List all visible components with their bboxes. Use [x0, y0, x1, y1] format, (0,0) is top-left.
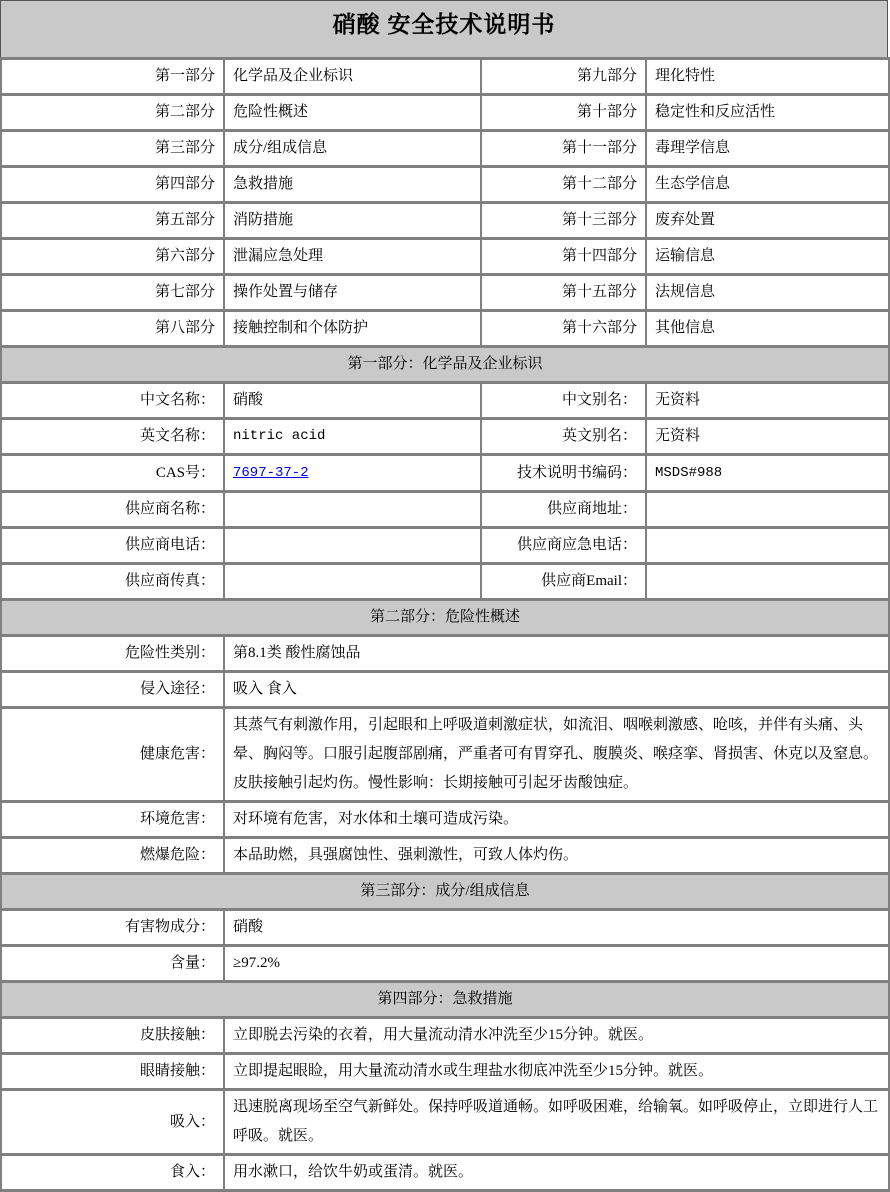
- toc-section-number: 第七部分: [1, 275, 224, 311]
- field-row: [1, 1155, 889, 1191]
- toc-section-number: 第十三部分: [481, 203, 646, 239]
- field-label: 供应商名称：: [1, 492, 224, 528]
- field-label: 供应商传真：: [1, 564, 224, 600]
- field-row: [1, 455, 889, 492]
- field-row: [1, 838, 889, 874]
- field-label: 皮肤接触：: [1, 1018, 224, 1054]
- toc-row: [1, 131, 889, 167]
- field-label: 中文别名：: [481, 383, 646, 419]
- toc-section-number: 第一部分: [1, 59, 224, 95]
- toc-row: [1, 311, 889, 347]
- field-value: 迅速脱离现场至空气新鲜处。保持呼吸道通畅。如呼吸困难，给输氧。如呼吸停止，立即进行人工呼吸。就医。: [224, 1090, 889, 1155]
- field-row: [1, 636, 889, 672]
- title-band: [0, 0, 888, 57]
- toc-section-number: 第十部分: [481, 95, 646, 131]
- section-header-row: [1, 600, 889, 636]
- toc-section-number: 第十四部分: [481, 239, 646, 275]
- toc-row: [1, 95, 889, 131]
- toc-section-number: 第九部分: [481, 59, 646, 95]
- msds-table: [0, 57, 890, 1192]
- field-label: 食入：: [1, 1155, 224, 1191]
- field-label: 中文名称：: [1, 383, 224, 419]
- field-value: 本品助燃，具强腐蚀性、强刺激性，可致人体灼伤。: [224, 838, 889, 874]
- page-title: 硝酸 安全技术说明书: [332, 12, 556, 37]
- toc-row: [1, 167, 889, 203]
- field-value: 硝酸: [224, 910, 889, 946]
- field-value: [646, 492, 889, 528]
- field-value: [646, 528, 889, 564]
- field-label: 供应商应急电话：: [481, 528, 646, 564]
- field-label: 技术说明书编码：: [481, 455, 646, 492]
- field-label: 供应商地址：: [481, 492, 646, 528]
- toc-section-number: 第八部分: [1, 311, 224, 347]
- field-value: [224, 455, 481, 492]
- field-label: 燃爆危险：: [1, 838, 224, 874]
- field-row: [1, 1090, 889, 1155]
- field-value: 立即提起眼睑，用大量流动清水或生理盐水彻底冲洗至少15分钟。就医。: [224, 1054, 889, 1090]
- section-1-header: 第一部分：化学品及企业标识: [1, 347, 889, 383]
- field-value: 第8.1类 酸性腐蚀品: [224, 636, 889, 672]
- field-value: 无资料: [646, 419, 889, 455]
- toc-section-number: 第六部分: [1, 239, 224, 275]
- section-header-row: [1, 874, 889, 910]
- field-row: [1, 528, 889, 564]
- field-value: [224, 492, 481, 528]
- toc-section-number: 第四部分: [1, 167, 224, 203]
- field-value: [646, 564, 889, 600]
- toc-section-number: 第十五部分: [481, 275, 646, 311]
- field-value: 用水漱口，给饮牛奶或蛋清。就医。: [224, 1155, 889, 1191]
- toc-section-title: 急救措施: [224, 167, 481, 203]
- toc-row: [1, 203, 889, 239]
- toc-section-title: 稳定性和反应活性: [646, 95, 889, 131]
- toc-section-title: 化学品及企业标识: [224, 59, 481, 95]
- field-value: ≥97.2%: [224, 946, 889, 982]
- field-value: MSDS#988: [646, 455, 889, 492]
- field-value: 硝酸: [224, 383, 481, 419]
- field-label: 吸入：: [1, 1090, 224, 1155]
- toc-section-title: 毒理学信息: [646, 131, 889, 167]
- toc-section-title: 法规信息: [646, 275, 889, 311]
- cas-number-link[interactable]: 7697-37-2: [233, 465, 309, 481]
- toc-section-number: 第二部分: [1, 95, 224, 131]
- section-header-row: [1, 347, 889, 383]
- toc-row: [1, 59, 889, 95]
- field-label: CAS号：: [1, 455, 224, 492]
- field-row: [1, 802, 889, 838]
- toc-section-title: 成分/组成信息: [224, 131, 481, 167]
- field-row: [1, 910, 889, 946]
- field-label: 有害物成分：: [1, 910, 224, 946]
- field-label: 危险性类别：: [1, 636, 224, 672]
- field-label: 含量：: [1, 946, 224, 982]
- section-header-row: [1, 982, 889, 1018]
- field-row: [1, 1018, 889, 1054]
- toc-section-title: 运输信息: [646, 239, 889, 275]
- toc-section-title: 消防措施: [224, 203, 481, 239]
- field-label: 英文名称：: [1, 419, 224, 455]
- field-row: [1, 492, 889, 528]
- toc-section-number: 第十一部分: [481, 131, 646, 167]
- field-value: [224, 528, 481, 564]
- toc-section-number: 第三部分: [1, 131, 224, 167]
- toc-row: [1, 275, 889, 311]
- field-row: [1, 672, 889, 708]
- field-row: [1, 946, 889, 982]
- field-label: 英文别名：: [481, 419, 646, 455]
- section-2-header: 第二部分：危险性概述: [1, 600, 889, 636]
- toc-section-title: 泄漏应急处理: [224, 239, 481, 275]
- field-value: nitric acid: [224, 419, 481, 455]
- field-label: 环境危害：: [1, 802, 224, 838]
- toc-section-title: 操作处置与储存: [224, 275, 481, 311]
- toc-section-title: 生态学信息: [646, 167, 889, 203]
- field-label: 供应商Email：: [481, 564, 646, 600]
- field-label: 健康危害：: [1, 708, 224, 802]
- toc-section-title: 废弃处置: [646, 203, 889, 239]
- toc-section-title: 其他信息: [646, 311, 889, 347]
- field-value: 对环境有危害，对水体和土壤可造成污染。: [224, 802, 889, 838]
- field-value: 无资料: [646, 383, 889, 419]
- field-label: 眼睛接触：: [1, 1054, 224, 1090]
- toc-section-number: 第五部分: [1, 203, 224, 239]
- section-3-header: 第三部分：成分/组成信息: [1, 874, 889, 910]
- toc-section-title: 接触控制和个体防护: [224, 311, 481, 347]
- toc-section-title: 危险性概述: [224, 95, 481, 131]
- toc-section-number: 第十二部分: [481, 167, 646, 203]
- toc-section-title: 理化特性: [646, 59, 889, 95]
- section-4-header: 第四部分：急救措施: [1, 982, 889, 1018]
- field-row: [1, 1054, 889, 1090]
- field-label: 供应商电话：: [1, 528, 224, 564]
- field-row: [1, 419, 889, 455]
- field-row: [1, 564, 889, 600]
- field-value: 其蒸气有刺激作用，引起眼和上呼吸道刺激症状，如流泪、咽喉刺激感、呛咳，并伴有头痛、头晕、胸闷等。口服引起腹部剧痛，严重者可有胃穿孔、腹膜炎、喉痉挛、肾损害、休克以及窒息。皮肤接触引起灼伤。慢性影响：长期接触可引起牙齿酸蚀症。: [224, 708, 889, 802]
- field-row: [1, 708, 889, 802]
- toc-row: [1, 239, 889, 275]
- field-value: 立即脱去污染的衣着，用大量流动清水冲洗至少15分钟。就医。: [224, 1018, 889, 1054]
- field-value: [224, 564, 481, 600]
- toc-section-number: 第十六部分: [481, 311, 646, 347]
- field-row: [1, 383, 889, 419]
- field-value: 吸入 食入: [224, 672, 889, 708]
- field-label: 侵入途径：: [1, 672, 224, 708]
